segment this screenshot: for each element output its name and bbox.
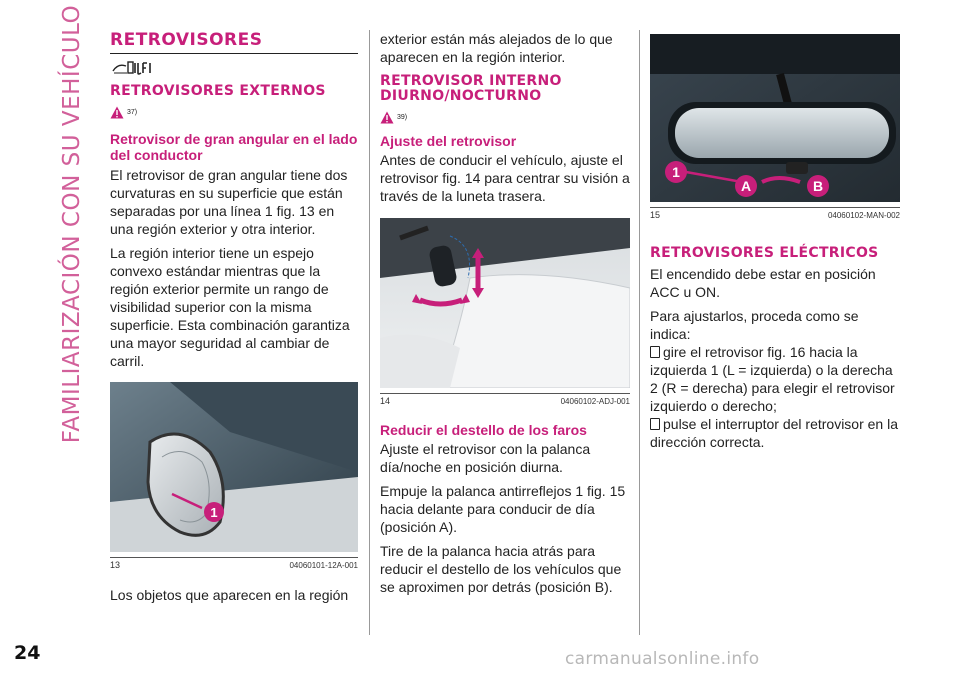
paragraph: Antes de conducir el vehículo, ajuste el retrovisor fig. 14 para centrar su visión a través de la luneta trasera. [380,152,630,204]
subsection-title: RETROVISOR INTERNO DIURNO/NOCTURNO [380,73,562,104]
paragraph: Tire de la palanca hacia atrás para reducir el destello de los vehículos que se aproximen por detrás (posición B). [380,543,622,595]
subsection-title: RETROVISORES EXTERNOS [110,83,326,99]
paragraph: El encendido debe estar en posición ACC u ON. [650,266,876,300]
watermark: carmanualsonline.info [565,649,760,669]
figure-callout: 1 [672,164,680,180]
figure-14 [380,218,630,406]
column-3 [650,30,900,451]
subheading: Retrovisor de gran angular en el lado del conductor [110,131,358,163]
paragraph: Empuje la palanca antirreflejos 1 fig. 15 hacia delante para conducir de día (posición A). [380,483,626,535]
figure-15 [650,34,900,220]
paragraph: La región interior tiene un espejo convexo estándar mientras que la región exterior permite un rango de visibilidad superior con la misma superficie. Esta combinación garantiza una mayor seguridad al cambiar de carril. [110,245,350,369]
list-item: gire el retrovisor fig. 16 hacia la izquierda 1 (L = izquierda) o la derecha 2 (R = derecha) para elegir el retrovisor izquierdo o derecho; [650,344,895,414]
figure-caption: 14 04060102-ADJ-001 [380,393,630,406]
subheading: Ajuste del retrovisor [380,133,517,149]
paragraph: El retrovisor de gran angular tiene dos curvaturas en su superficie que están separadas por una línea 1 fig. 13 en una región exterior y otra interior. [110,167,348,237]
figure-caption: 13 04060101-12A-001 [110,557,358,570]
column-divider [639,30,640,635]
section-title: RETROVISORES [110,30,358,54]
side-mirror-image [110,382,358,552]
paragraph: exterior están más alejados de lo que aparecen en la región interior. [380,31,613,65]
figure-callout: 1 [210,505,218,520]
rear-view-mirror-image [650,34,900,202]
interior-mirror-image [380,218,630,388]
list-item: pulse el interruptor del retrovisor en la dirección correcta. [650,416,899,450]
paragraph: Para ajustarlos, proceda como se indica: [650,308,859,342]
figure-caption: 15 04060102-MAN-002 [650,207,900,220]
side-section-title: FAMILIARIZACIÓN CON SU VEHÍCULO [59,4,85,444]
warning-icon [110,106,124,119]
column-2 [380,30,630,596]
figure-callout: A [740,178,752,194]
subsection-title: RETROVISORES ELÉCTRICOS [650,245,879,261]
column-divider [369,30,370,635]
checkbox-bullet-icon [650,346,660,358]
figure-13 [110,382,358,570]
page-number: 24 [14,642,41,664]
warning-icon [380,111,394,124]
mirror-icon [110,59,358,81]
figure-callout: B [812,178,824,194]
subheading: Reducir el destello de los faros [380,422,587,438]
column-1 [110,30,358,604]
warning-reference: 37) [110,105,358,119]
checkbox-bullet-icon [650,418,660,430]
paragraph: Los objetos que aparecen en la región [110,587,349,603]
warning-reference: 39) [380,110,630,124]
paragraph: Ajuste el retrovisor con la palanca día/noche en posición diurna. [380,441,591,475]
